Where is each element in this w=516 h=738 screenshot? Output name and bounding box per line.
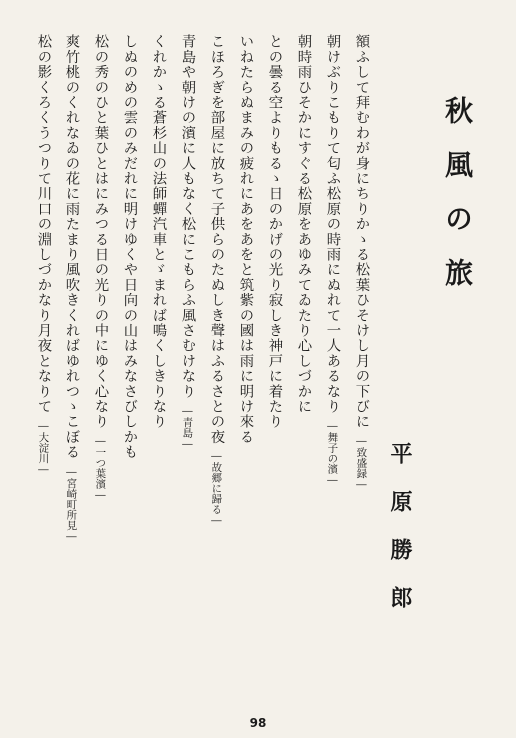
poem-text: 額ふして拜むわが身にちりかゝる松葉ひそけし月の下びに [353, 34, 370, 430]
poem-columns [36, 34, 386, 624]
poem-column [64, 34, 78, 542]
page-number: 98 [249, 716, 267, 730]
poem-attribution: ―致盛録― [355, 435, 368, 491]
poem-text: 松の秀のひと葉ひとはにみつる日の光りの中にゆく心なり [92, 34, 109, 430]
poem-text: との曇る空よりもるゝ日のかげの光り寂しき神戸に着たり [266, 34, 283, 430]
poem-column [122, 34, 136, 466]
poem-column [180, 34, 194, 450]
poem-column [93, 34, 107, 501]
author-name: 平原勝郎 [387, 442, 413, 634]
poem-attribution: ―一つ葉濱― [94, 435, 107, 502]
poem-text: こほろぎを部屋に放ちて子供らのたぬしき聲はふるさとの夜 [208, 34, 225, 445]
poem-text: いねたらぬまみの疲れにあをあをと筑紫の國は雨に明け來る [237, 34, 254, 445]
poem-text: くれかゝる蒼杉山の法師蟬汽車とゞまれば鳴くしきりなり [150, 34, 167, 430]
poem-text: 朝時雨ひそかにすぐる松原をあゆみてゐたり心しづかに [295, 34, 312, 414]
poem-column [36, 34, 50, 476]
poem-column [325, 34, 339, 486]
poem-attribution: ―故郷に歸る― [210, 450, 223, 527]
page-title: 秋風の旅 [441, 96, 474, 312]
poem-text: 朝けぶりこもりて匂ふ松原の時雨にぬれて一人あるなり [324, 34, 341, 414]
poem-text: 青島や朝けの濱に人もなく松にこもらふ風さむけなり [179, 34, 196, 399]
poem-column [354, 34, 368, 491]
poem-column [209, 34, 223, 527]
poem-column [296, 34, 310, 420]
poem-column [267, 34, 281, 435]
poem-attribution: ―青島― [181, 404, 194, 450]
poem-attribution: ―大淀川― [37, 420, 50, 476]
poem-text: しぬのめの雲のみだれに明けゆくや日向の山はみなさびしかも [121, 34, 138, 460]
poem-text: 爽竹桃のくれなゐの花に雨たまり風吹きくればゆれつゝこぼる [63, 34, 80, 460]
poem-attribution: ―舞子の濱― [326, 420, 339, 486]
poem-column [238, 34, 252, 450]
poem-text: 松の影くろくうつりて川口の淵しづかなり月夜となりて [35, 34, 52, 414]
poem-attribution: ―宮崎町所見― [65, 465, 78, 543]
poem-column [151, 34, 165, 435]
